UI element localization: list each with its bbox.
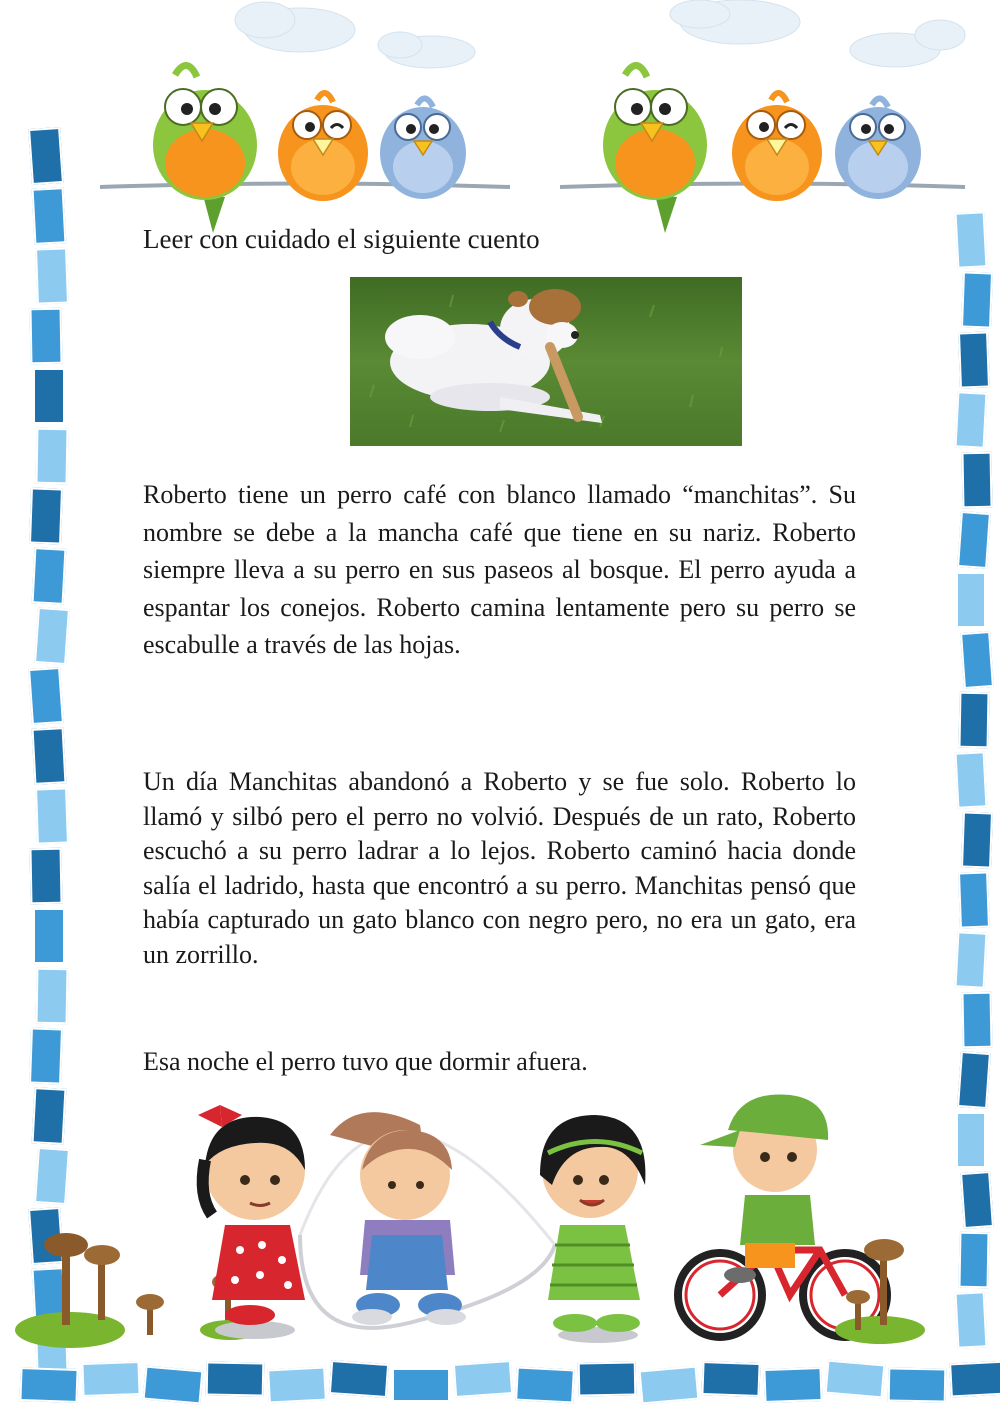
- border-tile: [962, 992, 993, 1049]
- kids-playing-illustration: [0, 1085, 1000, 1355]
- border-tile: [960, 631, 994, 689]
- blue-bird-icon: [380, 98, 466, 199]
- border-tile: [639, 1366, 700, 1405]
- border-tile: [267, 1367, 327, 1404]
- dog-photo: [350, 277, 742, 446]
- border-tile: [763, 1367, 822, 1403]
- green-bird-icon: [603, 65, 707, 233]
- border-tile: [206, 1361, 265, 1396]
- border-tile: [392, 1368, 450, 1402]
- border-tile: [961, 811, 993, 868]
- border-tile: [32, 547, 67, 605]
- border-tile: [28, 127, 64, 185]
- border-tile: [33, 908, 65, 964]
- orange-bird-icon: [732, 93, 822, 201]
- border-tile: [35, 247, 69, 304]
- border-tile: [888, 1367, 947, 1402]
- green-bird-icon: [153, 65, 257, 233]
- border-tile: [515, 1367, 575, 1404]
- border-tile: [29, 1027, 63, 1084]
- border-tile: [36, 428, 69, 485]
- border-tile: [955, 391, 988, 448]
- border-tile: [30, 848, 63, 905]
- instruction-text: Leer con cuidado el siguiente cuento: [143, 224, 540, 254]
- border-tile: [955, 211, 988, 268]
- birds-on-wire-right: [555, 55, 975, 235]
- border-tile: [958, 871, 990, 928]
- border-tile: [34, 607, 70, 665]
- border-tile: [28, 667, 64, 725]
- border-tile: [81, 1361, 140, 1397]
- border-tile: [30, 308, 63, 365]
- story-paragraph-1: Roberto tiene un perro café con blanco llamado “manchitas”. Su nombre se debe a la mancha café que tiene en su nariz. Roberto siempre lleva a su perro en sus paseos al bosque. El perro ayuda a espantar los conejos. Roberto camina lentamente pero su perro se escabulle a través de las hojas.: [143, 480, 856, 659]
- border-tile: [959, 692, 990, 749]
- border-tile: [578, 1361, 637, 1396]
- border-tile: [35, 787, 69, 844]
- orange-bird-icon: [278, 93, 368, 201]
- story-paragraph-3: Esa noche el perro tuvo que dormir afuera.: [143, 1047, 588, 1076]
- girl-red-dress-icon: [198, 1105, 305, 1339]
- border-tile: [957, 511, 991, 569]
- border-tile: [143, 1366, 204, 1405]
- border-tile: [33, 368, 65, 424]
- border-tile: [955, 931, 988, 988]
- girl-green-dress-icon: [540, 1115, 645, 1343]
- blue-bird-icon: [835, 98, 921, 199]
- border-tile: [825, 1360, 886, 1399]
- border-tile: [949, 1361, 1000, 1398]
- border-tile: [955, 751, 988, 808]
- border-tile: [453, 1360, 513, 1398]
- border-tile: [962, 452, 993, 509]
- border-tile: [958, 331, 990, 388]
- border-tile: [956, 572, 986, 628]
- birds-on-wire-left: [95, 55, 515, 235]
- border-tile: [701, 1361, 760, 1397]
- story-paragraph-2: Un día Manchitas abandonó a Roberto y se fue solo. Roberto lo llamó y silbó pero el perro no volvió. Después de un rato, Roberto escuchó a su perro ladrar a lo lejos. Roberto caminó hacia donde salía el ladrido, hasta que encontró a su perro. Manchitas pensó que había capturado un gato blanco con negro pero, no era un gato, era un zorrillo.: [143, 767, 856, 969]
- border-tile: [32, 727, 67, 785]
- border-tile: [961, 271, 993, 328]
- border-tile: [36, 968, 69, 1025]
- border-tile: [29, 487, 63, 544]
- border-tile: [19, 1367, 78, 1403]
- border-tile: [329, 1360, 389, 1398]
- border-tile: [32, 187, 67, 245]
